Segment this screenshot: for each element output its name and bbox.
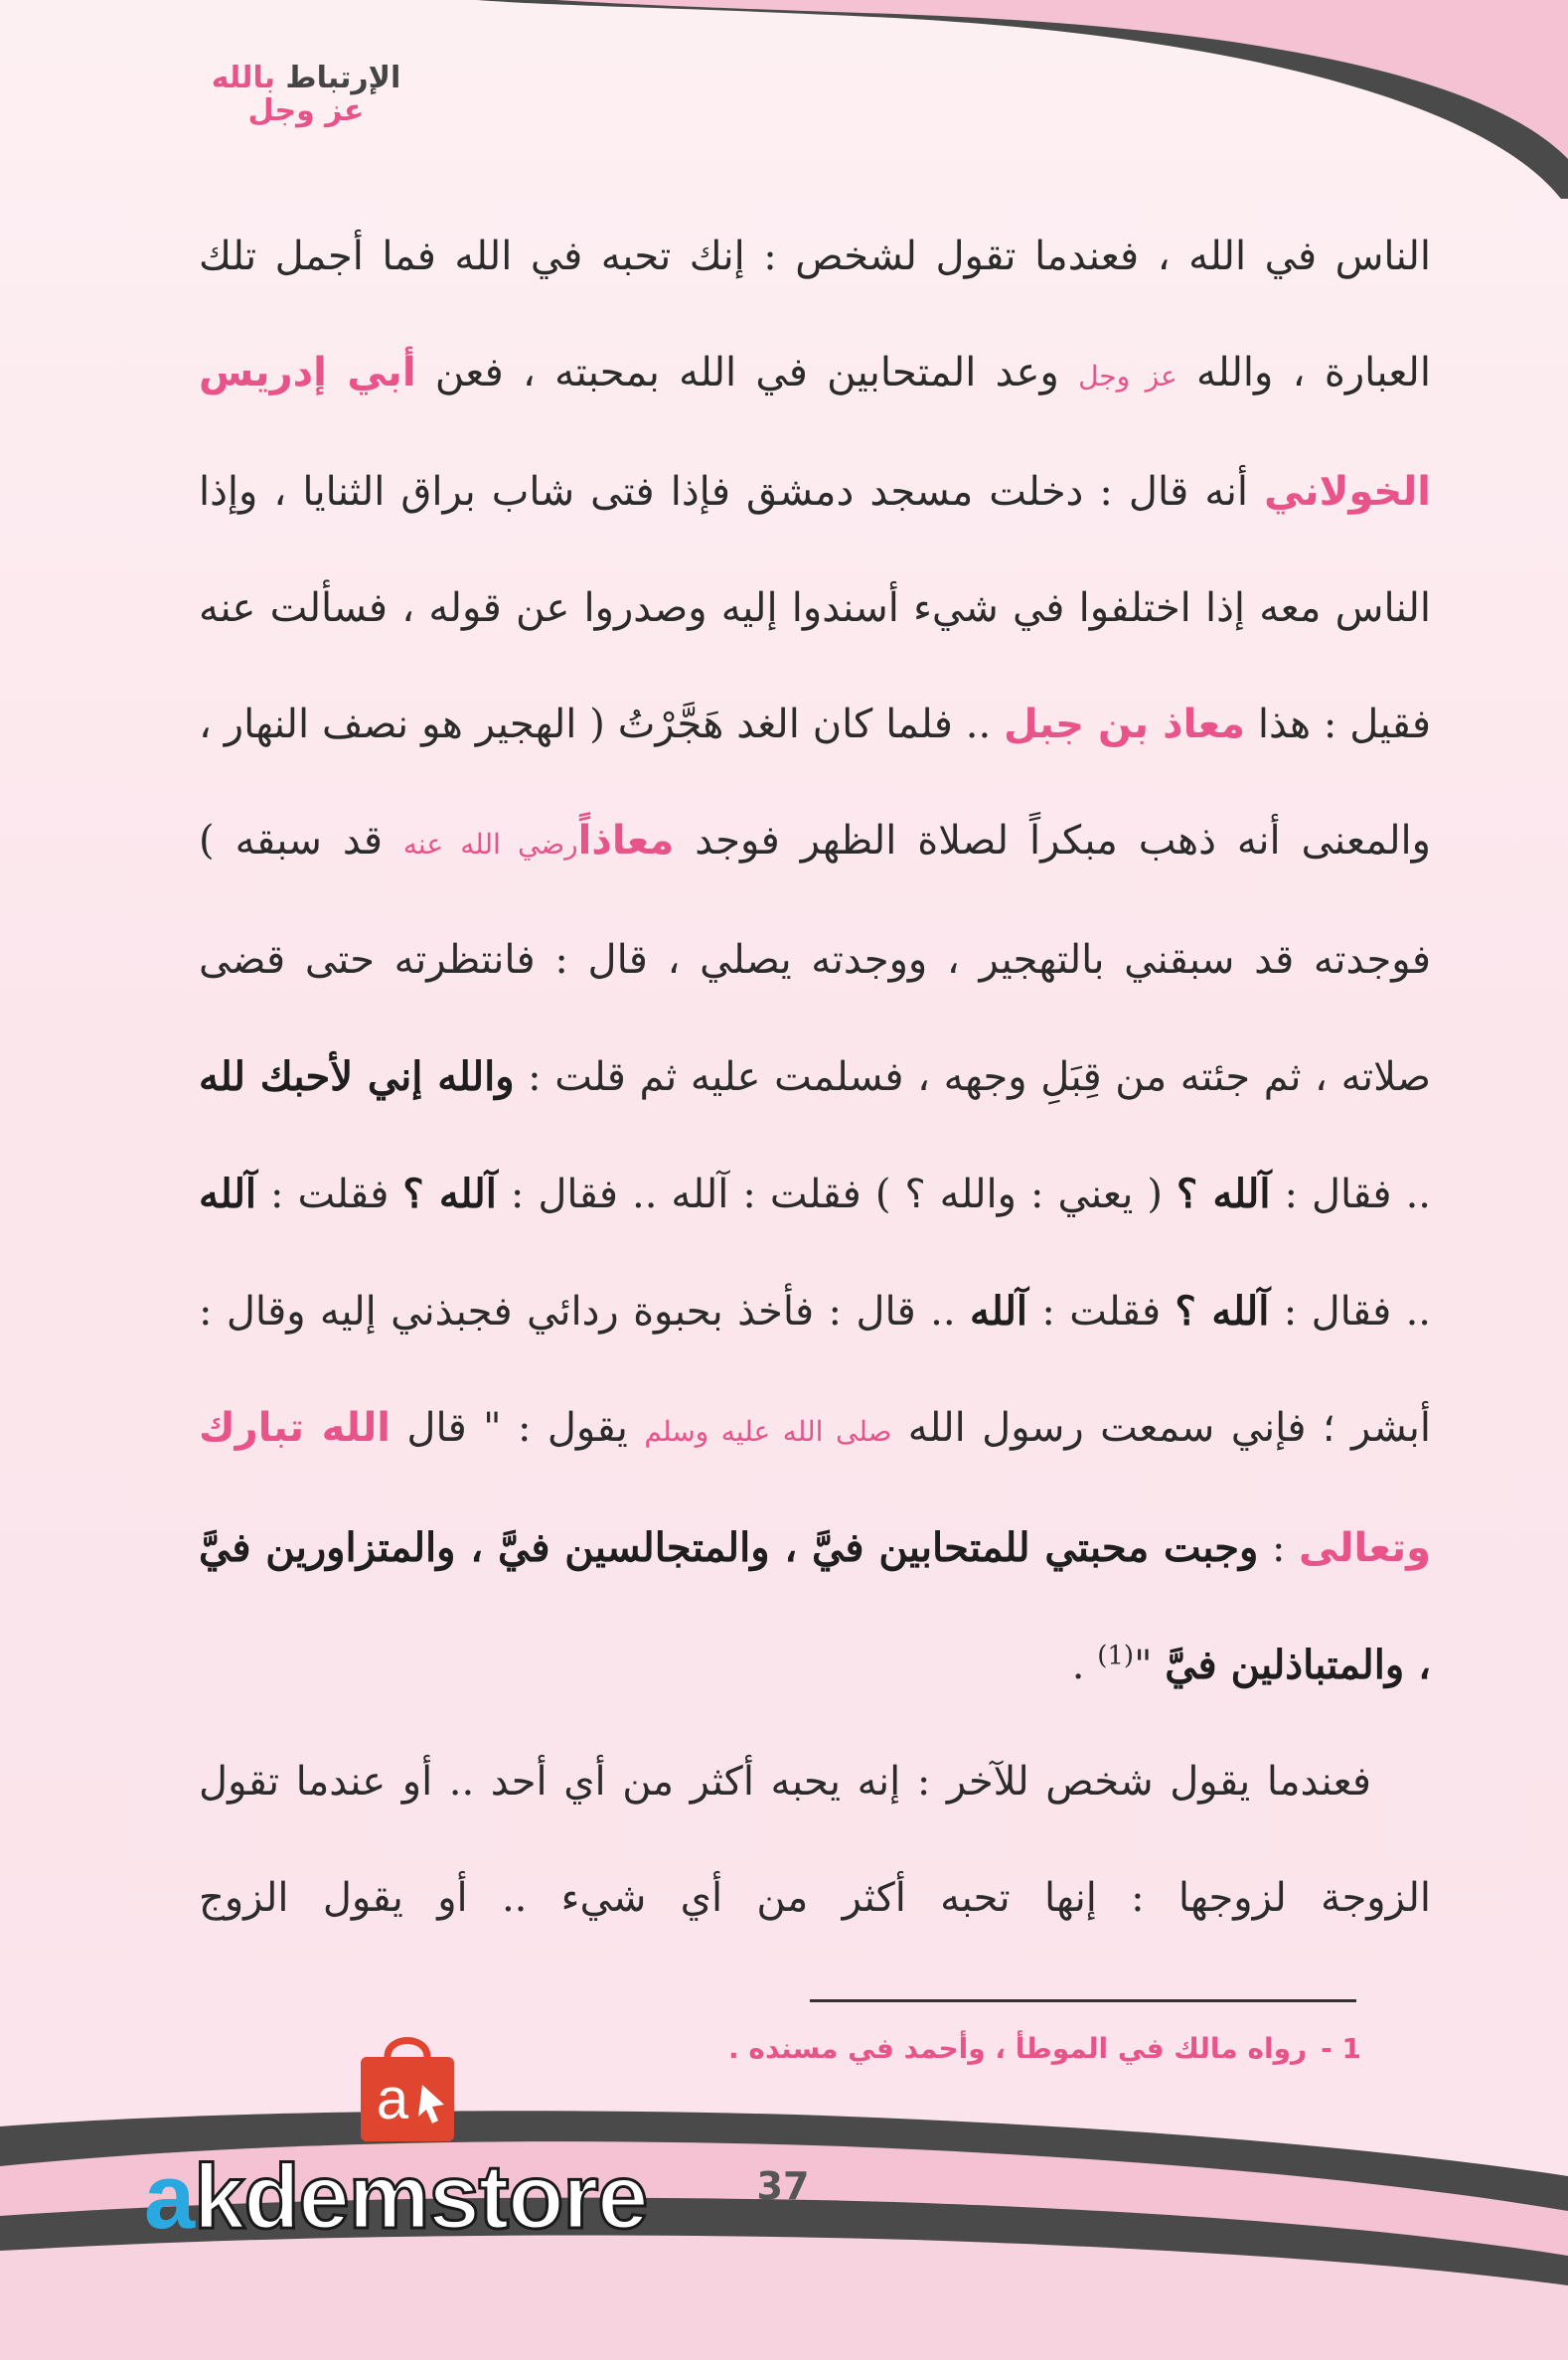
text-run: :: [1258, 1525, 1300, 1571]
bold-text: والله إني لأحبك لله: [199, 1053, 515, 1100]
header-title-line2: عز وجل: [247, 93, 365, 128]
text-run: وعد المتحابين في الله بمحبته ، فعن: [415, 350, 1079, 395]
highlighted-name: معاذ بن جبل: [1004, 702, 1245, 747]
honorific-glyph: رضي الله عنه: [402, 828, 578, 861]
bold-text: وجبت محبتي للمتحابين فيَّ ، والمتجالسين فيَّ ، والمتزاورين فيَّ ، والمتباذلين فيَّ: [199, 1524, 1431, 1688]
footnote-number: 1 -: [1321, 2032, 1361, 2065]
text-run: فقلت :: [256, 1172, 403, 1217]
header-title-part1: الإرتباط: [285, 61, 401, 95]
text-run: .. فلما كان الغد هَجَّرْتُ ( الهجير هو نصف النهار ، والمعنى أنه ذهب مبكراً لصلاة الظهر فوجد: [199, 702, 1431, 864]
text-run: فقلت :: [1027, 1289, 1176, 1335]
watermark-a: a: [144, 2146, 195, 2248]
text-run: .: [1071, 1643, 1098, 1688]
store-watermark: [144, 2146, 648, 2248]
text-run: قد سبقه ) فوجدته قد سبقني بالتهجير ، ووجدته يصلي ، قال : فانتظرته حتى قضى صلاته ، ثم جئته من قِبَلِ وجهه ، فسلمت عليه ثم قلت :: [199, 818, 1431, 1100]
footnote: [596, 2032, 1361, 2065]
shopping-bag-icon: [353, 2027, 462, 2146]
running-header: [177, 62, 435, 127]
header-title-line1: [177, 62, 435, 94]
text-run: .. فقال :: [1270, 1172, 1431, 1217]
body-text: [199, 199, 1431, 1957]
text-run: ": [1134, 1643, 1166, 1688]
bold-text: آلله: [199, 1171, 256, 1217]
honorific-glyph: عز وجل: [1078, 360, 1177, 393]
footnote-text: رواه مالك في الموطأ ، وأحمد في مسنده .: [728, 2032, 1308, 2065]
paragraph-1: [199, 199, 1431, 1724]
paragraph-2: فعندما يقول شخص للآخر : إنه يحبه أكثر من أي أحد .. أو عندما تقول الزوجة لزوجها : إنها تحبه أكثر من أي شيء .. أو يقول الزوج: [199, 1759, 1431, 1921]
text-run: ( يعني : والله ؟ ) فقلت : آلله .. فقال :: [496, 1172, 1176, 1217]
highlighted-name: الله تبارك وتعالى: [199, 1405, 1432, 1571]
watermark-text: kdemstore: [194, 2146, 648, 2248]
bold-text: آلله ؟: [402, 1171, 497, 1217]
highlighted-name: معاذاً: [577, 818, 675, 864]
header-title-part2: بالله: [211, 61, 275, 95]
text-run: الناس في الله ، فعندما تقول لشخص : إنك تحبه في الله فما أجمل تلك العبارة ، والله: [199, 234, 1431, 395]
text-run: أنه قال : دخلت مسجد دمشق فإذا فتى شاب براق الثنايا ، وإذا الناس معه إذا اختلفوا في شيء أسندوا إليه وصدروا عن قوله ، فسألت عنه فقيل : هذا: [199, 469, 1431, 747]
text-run: يقول : " قال: [390, 1405, 645, 1451]
footnote-reference[interactable]: (1): [1097, 1641, 1135, 1671]
bag-letter: a: [376, 2067, 409, 2131]
page-number: 37: [756, 2164, 810, 2208]
text-run: .. قال : فأخذ بحبوة ردائي فجبذني إليه وقال : أبشر ؛ فإني سمعت رسول الله: [199, 1289, 1431, 1451]
bold-text: آلله ؟: [1175, 1288, 1270, 1335]
highlighted-name: أبي إدريس الخولاني: [199, 350, 1431, 515]
text-run: .. فقال :: [1269, 1289, 1432, 1335]
bold-text: آلله: [970, 1288, 1027, 1335]
footnote-divider: [810, 1999, 1356, 2002]
bold-text: آلله ؟: [1176, 1171, 1271, 1217]
honorific-glyph: صلى الله عليه وسلم: [644, 1415, 892, 1448]
